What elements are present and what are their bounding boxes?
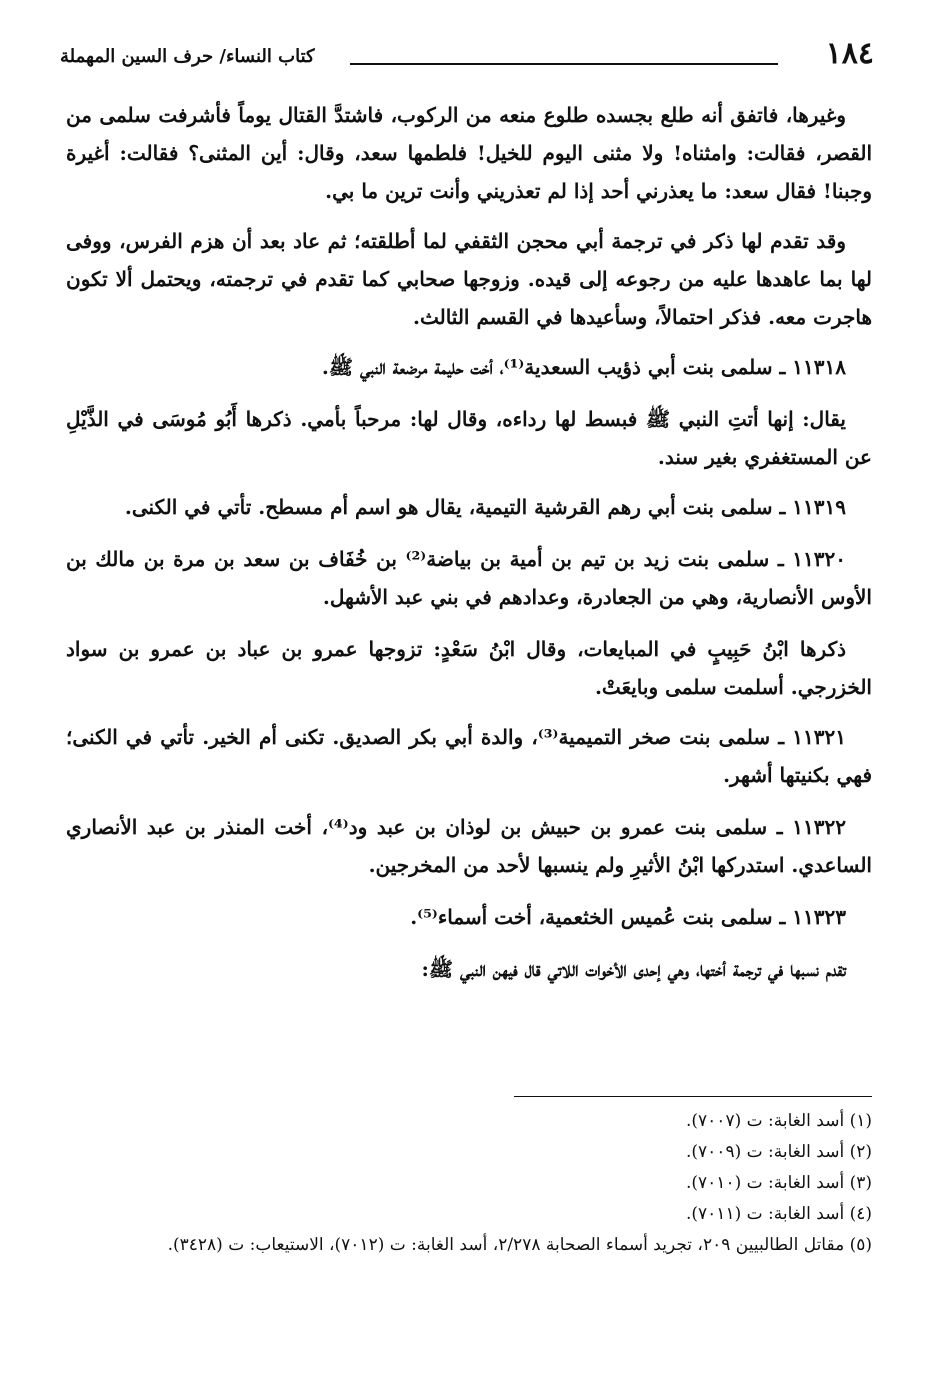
page-header — [60, 34, 878, 78]
entry-11321: ١١٣٢١ ـ سلمى بنت صخر التميمية⁽³⁾، والدة أبي بكر الصديق. تكنى أم الخير. تأتي في الكنى؛ فهي بكنيتها أشهر. — [66, 725, 872, 787]
entry-11318: ١١٣١٨ ـ سلمى بنت أبي ذؤيب السعدية⁽¹⁾، أخت حليمة مرضعة النبي ﷺ. — [321, 355, 846, 379]
entry-11319: ١١٣١٩ ـ سلمى بنت أبي رهم القرشية التيمية، يقال هو اسم أم مسطح. تأتي في الكنى. — [124, 495, 846, 519]
paragraph-entry-11318-note: يقال: إنها أتتِ النبي ﷺ فبسط لها رداءه، وقال لها: مرحباً بأمي. ذكرها أَبُو مُوسَى في الذَّيْلِ عن المستغفري بغير سند. — [66, 407, 872, 469]
footnote-5: (٥) مقاتل الطالبيين ٢٠٩، تجريد أسماء الصحابة ٢/٢٧٨، أسد الغابة: ت (٧٠١٢)، الاستيعاب: ت (٣٤٢٨). — [167, 1235, 872, 1255]
entry-11320: ١١٣٢٠ ـ سلمى بنت زيد بن تيم بن أمية بن بياضة⁽²⁾ بن خُفَاف بن سعد بن مرة بن مالك بن الأوس الأنصارية، وهي من الجعادرة، وعدادهم في بني عبد الأشهل. — [66, 547, 872, 609]
footnotes — [66, 1106, 872, 1261]
main-text — [66, 96, 872, 1000]
footnote-4: (٤) أسد الغابة: ت (٧٠١١). — [686, 1204, 872, 1224]
page-number: ١٨٤ — [825, 36, 874, 71]
footnote-1: (١) أسد الغابة: ت (٧٠٠٧). — [686, 1111, 872, 1131]
running-title: كتاب النساء/ حرف السين المهملة — [60, 46, 315, 67]
footnote-3: (٣) أسد الغابة: ت (٧٠١٠). — [686, 1173, 872, 1193]
paragraph-continuation: وغيرها، فاتفق أنه طلع بجسده طلوع منعه من الركوب، فاشتدَّ القتال يوماً فأشرفت سلمى من القصر، فقالت: وامثناه! ولا مثنى اليوم للخيل! فلطمها سعد، وقال: أين المثنى؟ فقالت: أغيرة وجبنا! فقال سعد: ما يعذرني أحد إذا لم تعذريني وأنت ترين ما بي. — [66, 103, 872, 203]
paragraph-abu-mihjan: وقد تقدم لها ذكر في ترجمة أبي محجن الثقفي لما أطلقته؛ ثم عاد بعد أن هزم الفرس، ووفى لها بما عاهدها عليه من رجوعه إلى قيده. وزوجها صحابي كما تقدم في ترجمته، ويحتمل ألا تكون هاجرت معه. فذكر احتمالاً، وسأعيدها في القسم الثالث. — [66, 229, 872, 329]
footnotes-rule — [514, 1096, 872, 1097]
footnote-2: (٢) أسد الغابة: ت (٧٠٠٩). — [686, 1142, 872, 1162]
entry-11323: ١١٣٢٣ ـ سلمى بنت عُميس الخثعمية، أخت أسماء⁽⁵⁾. — [410, 905, 846, 929]
entry-11322: ١١٣٢٢ ـ سلمى بنت عمرو بن حبيش بن لوذان بن عبد ود⁽⁴⁾، أخت المنذر بن عبد الأنصاري الساعدي. استدركها ابْنُ الأثيرِ ولم ينسبها لأحد من المخرجين. — [66, 815, 872, 877]
header-rule — [350, 63, 778, 65]
paragraph-entry-11320-note: ذكرها ابْنُ حَبِيبٍ في المبايعات، وقال ابْنُ سَعْدٍ: تزوجها عمرو بن عباد بن عمرو بن سواد الخزرجي. أسلمت سلمى وبايعَتْ. — [66, 637, 872, 699]
paragraph-entry-11323-note: تقدم نسبها في ترجمة أختها، وهي إحدى الأخوات اللاتي قال فيهن النبي ﷺ: — [421, 957, 846, 981]
